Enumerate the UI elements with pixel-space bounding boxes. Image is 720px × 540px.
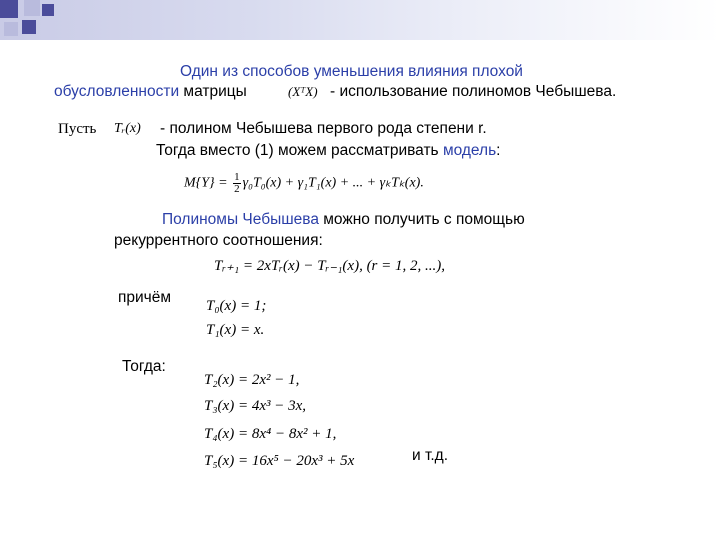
square-light-1 (24, 0, 40, 16)
link-model[interactable]: модель (442, 142, 497, 159)
square-dark-1 (0, 0, 18, 18)
header-gradient-band (0, 0, 720, 40)
then-formula-1: T₂(x) = 2x² − 1, (204, 372, 300, 388)
recurrence-formula: Tᵣ₊₁ = 2xTᵣ(x) − Tᵣ₋₁(x), (r = 1, 2, ...), (214, 258, 446, 274)
model-lhs: M{Y} = (184, 175, 232, 191)
etc-text: и т.д. (412, 447, 449, 464)
given-formula-1: T₀(x) = 1; (206, 298, 267, 314)
given-formula-2: T₁(x) = x. (206, 322, 265, 338)
recurrence-intro-line-2: рекуррентного соотношения: (114, 232, 323, 249)
link-polynomials[interactable]: Полиномы (162, 211, 239, 228)
square-dark-2 (42, 4, 54, 16)
recurrence-intro-text: можно получить с помощью (318, 211, 525, 228)
square-light-2 (4, 22, 18, 36)
model-formula (184, 172, 424, 195)
recurrence-intro-line-1 (162, 210, 525, 230)
let-description: - полином Чебышева первого рода степени r. (160, 120, 487, 137)
model-rhs: γ₀T₀(x) + γ₁T₁(x) + ... + γₖTₖ(x). (242, 175, 424, 191)
then-formula-4: T₅(x) = 16x⁵ − 20x³ + 5x (204, 453, 355, 469)
then-formula-3: T₄(x) = 8x⁴ − 8x² + 1, (204, 426, 337, 442)
matrix-formula: (XᵀX) (288, 84, 318, 99)
intro-line-2 (54, 82, 247, 102)
intro-line-1 (180, 62, 523, 82)
link-conditioning[interactable]: обусловленности (54, 83, 180, 100)
fraction-one-half (233, 172, 241, 195)
frac-denominator: 2 (234, 183, 240, 195)
link-chebyshev[interactable]: Чебышева (238, 211, 319, 228)
square-dark-3 (22, 20, 36, 34)
let-colon: : (496, 142, 501, 159)
intro-matrix-word: матрицы (179, 83, 247, 100)
then-formula-2: T₃(x) = 4x³ − 3x, (204, 398, 307, 414)
chebyshev-symbol: Tᵣ(x) (114, 121, 141, 136)
intro-line-2-end: - использование полиномов Чебышева. (330, 83, 617, 100)
let-word: Пусть (58, 121, 97, 137)
then-word: Тогда: (122, 358, 166, 375)
given-word: причём (118, 289, 172, 306)
frac-numerator: 1 (234, 171, 240, 183)
intro-text-1: Один из способов уменьшения влияния плохой (180, 63, 523, 80)
let-line-2-text: Тогда вместо (1) можем рассматривать (156, 142, 443, 159)
let-line-2 (156, 141, 500, 161)
